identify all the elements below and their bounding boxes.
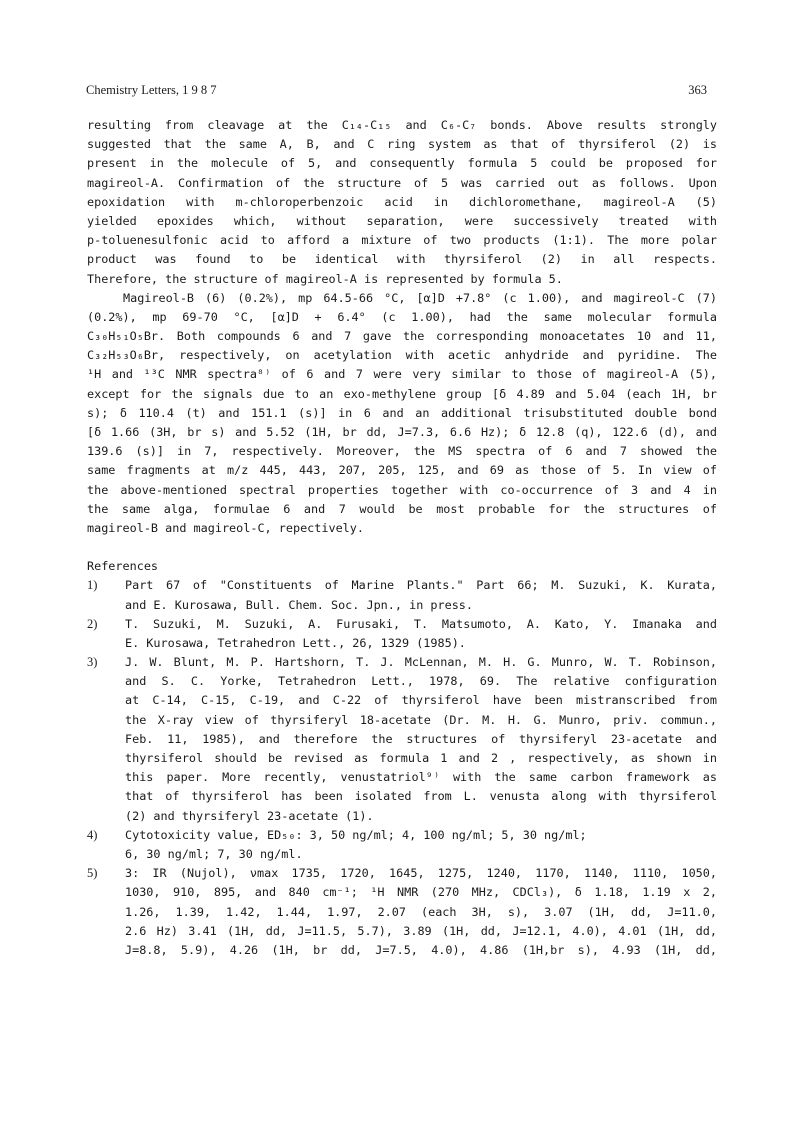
reference-number: 1) bbox=[87, 578, 98, 593]
text-line: E. Kurosawa, Tetrahedron Lett., 26, 1329 (1985). bbox=[125, 635, 466, 650]
text-line: s); δ 110.4 (t) and 151.1 (s)] in 6 and an additional trisubstituted double bond bbox=[87, 405, 717, 420]
text-line: suggested that the same A, B, and C ring system as that of thyrsiferol (2) is bbox=[87, 137, 717, 152]
text-line: present in the molecule of 5, and consequently formula 5 could be proposed for bbox=[87, 156, 717, 171]
text-line: 1030, 910, 895, and 840 cm⁻¹; ¹H NMR (270 MHz, CDCl₃), δ 1.18, 1.19 x 2, bbox=[125, 885, 717, 900]
text-line: 3: IR (Nujol), νmax 1735, 1720, 1645, 1275, 1240, 1170, 1140, 1110, 1050, bbox=[125, 866, 717, 881]
text-line: 1.26, 1.39, 1.42, 1.44, 1.97, 2.07 (each 3H, s), 3.07 (1H, dd, J=11.0, bbox=[125, 904, 717, 919]
text-line: same fragments at m/z 445, 443, 207, 205, 125, and 69 as those of 5. In view of bbox=[87, 463, 717, 478]
text-line: at C-14, C-15, C-19, and C-22 of thyrsiferol have been mistranscribed from bbox=[125, 693, 717, 708]
text-line: magireol-B and magireol-C, repectively. bbox=[87, 520, 364, 535]
paragraph-magireol-b-c bbox=[87, 289, 717, 538]
text-line: C₃₀H₅₁O₅Br. Both compounds 6 and 7 gave the corresponding monoacetates 10 and 11, bbox=[87, 329, 717, 344]
text-line: [δ 1.66 (3H, br s) and 5.52 (1H, br dd, J=7.3, 6.6 Hz); δ 12.8 (q), 122.6 (d), and bbox=[87, 425, 717, 439]
text-line: yielded epoxides which, without separation, were successively treated with bbox=[87, 213, 717, 228]
running-header-journal: Chemistry Letters, 1 9 8 7 bbox=[86, 83, 217, 97]
reference-number: 3) bbox=[87, 655, 98, 670]
text-line: C₃₂H₅₃O₆Br, respectively, on acetylation with acetic anhydride and pyridine. The bbox=[87, 348, 717, 363]
reference-item bbox=[87, 615, 717, 653]
text-line: ¹H and ¹³C NMR spectra⁸⁾ of 6 and 7 were very similar to those of magireol-A (5), bbox=[87, 367, 717, 382]
text-line: epoxidation with m-chloroperbenzoic acid in dichloromethane, magireol-A (5) bbox=[87, 194, 717, 209]
page-number: 363 bbox=[688, 83, 707, 97]
reference-item bbox=[87, 826, 717, 864]
text-line: product was found to be identical with thyrsiferol (2) in all respects. bbox=[87, 252, 717, 267]
text-line: 2.6 Hz) 3.41 (1H, dd, J=11.5, 5.7), 3.89 (1H, dd, J=12.1, 4.0), 4.01 (1H, dd, bbox=[125, 923, 717, 938]
text-line: 6, 30 ng/ml; 7, 30 ng/ml. bbox=[125, 846, 303, 861]
reference-item bbox=[87, 576, 717, 614]
reference-number: 4) bbox=[87, 827, 98, 842]
reference-item bbox=[87, 653, 717, 826]
text-line: 139.6 (s)] in 7, respectively. Moreover, the MS spectra of 6 and 7 showed the bbox=[87, 444, 717, 459]
text-line: Cytotoxicity value, ED₅₀: 3, 50 ng/ml; 4, 100 ng/ml; 5, 30 ng/ml; bbox=[125, 827, 587, 842]
text-line: T. Suzuki, M. Suzuki, A. Furusaki, T. Matsumoto, A. Kato, Y. Imanaka and bbox=[125, 616, 717, 631]
text-line: J. W. Blunt, M. P. Hartshorn, T. J. McLennan, M. H. G. Munro, W. T. Robinson, bbox=[125, 655, 717, 670]
text-line: Feb. 11, 1985), and therefore the structures of thyrsiferyl 23-acetate and bbox=[125, 731, 717, 746]
paragraph-magireol-a bbox=[87, 116, 717, 289]
text-line: (2) and thyrsiferyl 23-acetate (1). bbox=[125, 808, 374, 823]
text-line: Therefore, the structure of magireol-A is represented by formula 5. bbox=[87, 271, 563, 286]
article-body bbox=[87, 116, 717, 960]
text-line: except for the signals due to an exo-methylene group [δ 4.89 and 5.04 (each 1H, br bbox=[87, 386, 717, 401]
text-line: that of thyrsiferol has been isolated from L. venusta along with thyrsiferol bbox=[125, 789, 717, 804]
text-line: Part 67 of "Constituents of Marine Plants." Part 66; M. Suzuki, K. Kurata, bbox=[125, 578, 717, 593]
text-line: the X-ray view of thyrsiferyl 18-acetate (Dr. M. H. G. Munro, priv. commun., bbox=[125, 712, 717, 727]
text-line: the above-mentioned spectral properties together with co-occurrence of 3 and 4 in bbox=[87, 482, 717, 497]
text-line: and E. Kurosawa, Bull. Chem. Soc. Jpn., in press. bbox=[125, 597, 474, 612]
text-line: this paper. More recently, venustatriol⁹⁾ with the same carbon framework as bbox=[125, 770, 717, 785]
text-line: thyrsiferol should be revised as formula 1 and 2 , respectively, as shown in bbox=[125, 751, 717, 765]
text-line: Magireol-B (6) (0.2%), mp 64.5-66 °C, [α]D +7.8° (c 1.00), and magireol-C (7) bbox=[123, 290, 717, 305]
text-line: and S. C. Yorke, Tetrahedron Lett., 1978, 69. The relative configuration bbox=[125, 674, 717, 689]
reference-number: 2) bbox=[87, 616, 98, 631]
text-line: the same alga, formulae 6 and 7 would be most probable for the structures of bbox=[87, 501, 717, 516]
reference-number: 5) bbox=[87, 866, 98, 881]
text-line: resulting from cleavage at the C₁₄-C₁₅ and C₆-C₇ bonds. Above results strongly bbox=[87, 118, 717, 132]
references-heading: References bbox=[87, 559, 159, 574]
text-line: J=8.8, 5.9), 4.26 (1H, br dd, J=7.5, 4.0), 4.86 (1H,br s), 4.93 (1H, dd, bbox=[125, 942, 717, 957]
text-line: magireol-A. Confirmation of the structure of 5 was carried out as follows. Upon bbox=[87, 175, 717, 190]
reference-item bbox=[87, 864, 717, 960]
text-line: (0.2%), mp 69-70 °C, [α]D + 6.4° (c 1.00), had the same molecular formula bbox=[87, 309, 717, 324]
text-line: p-toluenesulfonic acid to afford a mixture of two products (1:1). The more polar bbox=[87, 233, 717, 248]
